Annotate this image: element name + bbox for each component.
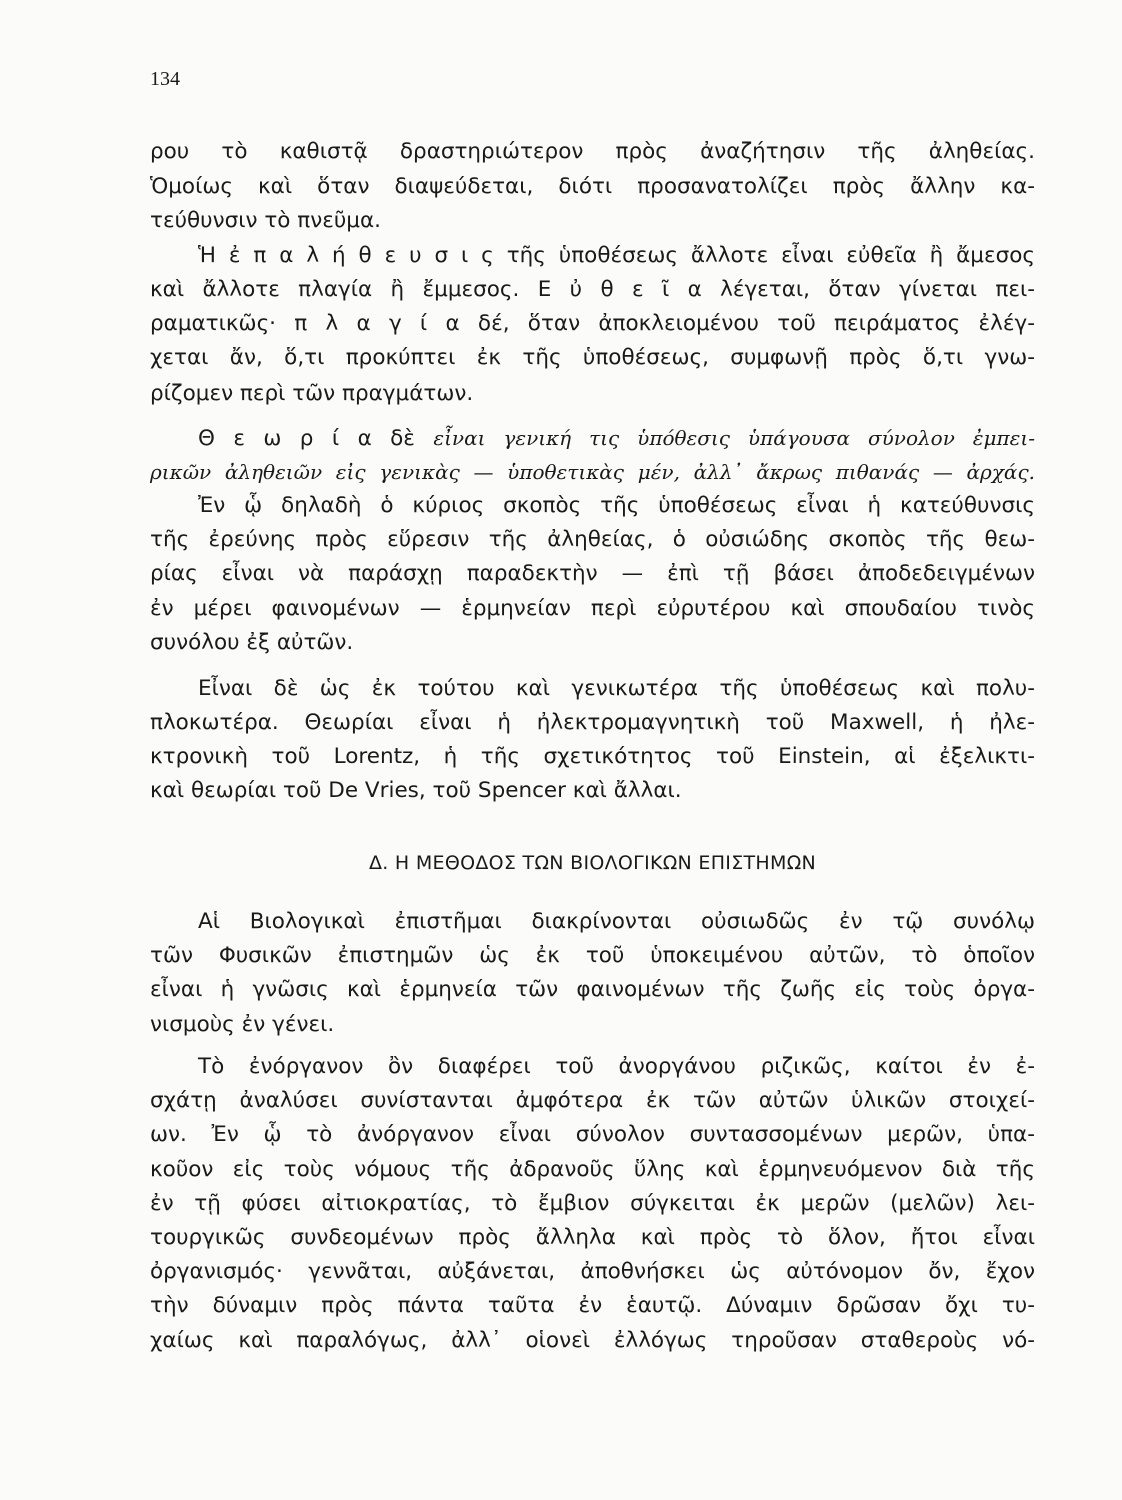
text-line (150, 1155, 1035, 1185)
text-line (150, 1326, 1035, 1356)
text-line (150, 628, 1035, 658)
text-run: τῶν Φυσικῶν ἐπιστημῶν ὡς ἐκ τοῦ ὑποκειμένου αὐτῶν, τὸ ὁποῖον (150, 943, 1035, 968)
text-run: τεύθυνσιν τὸ πνεῦμα. (150, 208, 381, 233)
text-run: καὶ ἄλλοτε πλαγία ἢ ἔμμεσος. Ε ὐ θ ε ῖ α λέγεται, ὅταν γίνεται πει- (150, 277, 1035, 302)
text-line (150, 275, 1035, 305)
text-run: τῆς ἐρεύνης πρὸς εὕρεσιν τῆς ἀληθείας, ὁ οὐσιώδης σκοπὸς τῆς θεω- (150, 527, 1035, 552)
text-run: χαίως καὶ παραλόγως, ἀλλ᾽ οἱονεὶ ἐλλόγως τηροῦσαν σταθεροὺς νό- (150, 1328, 1035, 1353)
text-line (198, 241, 1035, 271)
text-line (150, 975, 1035, 1005)
text-run: Ἐν ᾧ δηλαδὴ ὁ κύριος σκοπὸς τῆς ὑποθέσεως εἶναι ἡ κατεύθυνσις (198, 493, 1035, 518)
text-line (150, 343, 1035, 373)
text-line (150, 559, 1035, 589)
text-run: τουργικῶς συνδεομένων πρὸς ἄλληλα καὶ πρὸς τὸ ὅλον, ἤτοι εἶναι (150, 1225, 1035, 1250)
text-run: πλοκωτέρα. Θεωρίαι εἶναι ἡ ἠλεκτρομαγνητικὴ τοῦ Maxwell, ἡ ἠλε- (150, 710, 1035, 735)
text-line (150, 1291, 1035, 1321)
text-run: ραματικῶς· π λ α γ ί α δέ, ὅταν ἀποκλειομένου τοῦ πειράματος ἐλέγ- (150, 311, 1035, 336)
text-line (150, 941, 1035, 971)
text-run: κοῦον εἰς τοὺς νόμους τῆς ἀδρανοῦς ὕλης καὶ ἑρμηνευόμενον διὰ τῆς (150, 1157, 1035, 1182)
text-run: Θ ε ω ρ ί α δὲ (198, 426, 434, 451)
text-run: Ὁμοίως καὶ ὅταν διαψεύδεται, διότι προσανατολίζει πρὸς ἄλλην κα- (150, 174, 1035, 199)
text-line (198, 907, 1035, 937)
text-run: κτρονικὴ τοῦ Lorentz, ἡ τῆς σχετικότητος τοῦ Einstein, αἱ ἐξελικτι- (150, 744, 1035, 769)
text-run: Τὸ ἐνόργανον ὂν διαφέρει τοῦ ἀνοργάνου ριζικῶς, καίτοι ἐν ἐ- (198, 1054, 1035, 1079)
text-run: εἶναι ἡ γνῶσις καὶ ἑρμηνεία τῶν φαινομένων τῆς ζωῆς εἰς τοὺς ὀργα- (150, 977, 1035, 1002)
page-number: 134 (150, 68, 180, 90)
text-line (150, 742, 1035, 772)
text-line (198, 1052, 1035, 1082)
text-run: Ἡ ἐ π α λ ή θ ε υ σ ι ς τῆς ὑποθέσεως ἄλλοτε εἶναι εὐθεῖα ἢ ἄμεσος (198, 243, 1035, 268)
section-heading: Δ. Η ΜΕΘΟΔΟΣ ΤΩΝ ΒΙΟΛΟΓΙΚΩΝ ΕΠΙΣΤΗΜΩΝ (368, 852, 817, 874)
text-run: συνόλου ἐξ αὐτῶν. (150, 630, 354, 655)
italic-run: εἶναι γενική τις ὑπόθεσις ὑπάγουσα σύνολον ἐμπει- (433, 426, 1036, 450)
text-line (150, 137, 1035, 167)
text-run: ρίζομεν περὶ τῶν πραγμάτων. (150, 381, 474, 406)
text-run: ρου τὸ καθιστᾷ δραστηριώτερον πρὸς ἀναζήτησιν τῆς ἀληθείας. (150, 139, 1035, 164)
text-line (150, 457, 1035, 488)
text-line (150, 1086, 1035, 1116)
text-line (150, 206, 1035, 236)
text-run: ἐν μέρει φαινομένων — ἑρμηνείαν περὶ εὐρυτέρου καὶ σπουδαίου τινὸς (150, 596, 1035, 621)
text-line (150, 379, 1035, 409)
text-line (150, 1189, 1035, 1219)
text-run: σχάτῃ ἀναλύσει συνίστανται ἀμφότερα ἐκ τῶν αὐτῶν ὑλικῶν στοιχεί- (150, 1088, 1035, 1113)
text-line (150, 594, 1035, 624)
text-run: ὀργανισμός· γεννᾶται, αὐξάνεται, ἀποθνήσκει ὡς αὐτόνομον ὄν, ἔχον (150, 1259, 1035, 1284)
text-line (198, 423, 1035, 454)
text-line (150, 708, 1035, 738)
text-run: τὴν δύναμιν πρὸς πάντα ταῦτα ἐν ἑαυτῷ. Δύναμιν δρῶσαν ὄχι τυ- (150, 1293, 1035, 1318)
text-line (150, 1257, 1035, 1287)
italic-run: ρικῶν ἀληθειῶν εἰς γενικὰς — ὑποθετικὰς μέν, ἀλλ᾽ ἄκρως πιθανάς — ἀρχάς. (150, 460, 1035, 484)
text-run: ρίας εἶναι νὰ παράσχῃ παραδεκτὴν — ἐπὶ τῇ βάσει ἀποδεδειγμένων (150, 561, 1035, 586)
text-line (150, 525, 1035, 555)
text-line (198, 491, 1035, 521)
text-run: Εἶναι δὲ ὡς ἐκ τούτου καὶ γενικωτέρα τῆς ὑποθέσεως καὶ πολυ- (198, 676, 1035, 701)
text-run: Αἱ Βιολογικαὶ ἐπιστῆμαι διακρίνονται οὐσιωδῶς ἐν τῷ συνόλῳ (198, 909, 1035, 934)
text-line (150, 1010, 1035, 1040)
text-run: καὶ θεωρίαι τοῦ De Vries, τοῦ Spencer καὶ ἄλλαι. (150, 778, 682, 803)
text-run: νισμοὺς ἐν γένει. (150, 1012, 335, 1037)
text-line (150, 309, 1035, 339)
text-line (150, 172, 1035, 202)
text-line (150, 776, 1035, 806)
text-line (150, 1120, 1035, 1150)
text-line (150, 1223, 1035, 1253)
text-run: χεται ἄν, ὅ,τι προκύπτει ἐκ τῆς ὑποθέσεως, συμφωνῇ πρὸς ὅ,τι γνω- (150, 345, 1035, 370)
text-line (198, 674, 1035, 704)
text-run: ων. Ἐν ᾧ τὸ ἀνόργανον εἶναι σύνολον συντασσομένων μερῶν, ὑπα- (150, 1122, 1035, 1147)
text-run: ἐν τῇ φύσει αἰτιοκρατίας, τὸ ἔμβιον σύγκειται ἐκ μερῶν (μελῶν) λει- (150, 1191, 1035, 1216)
